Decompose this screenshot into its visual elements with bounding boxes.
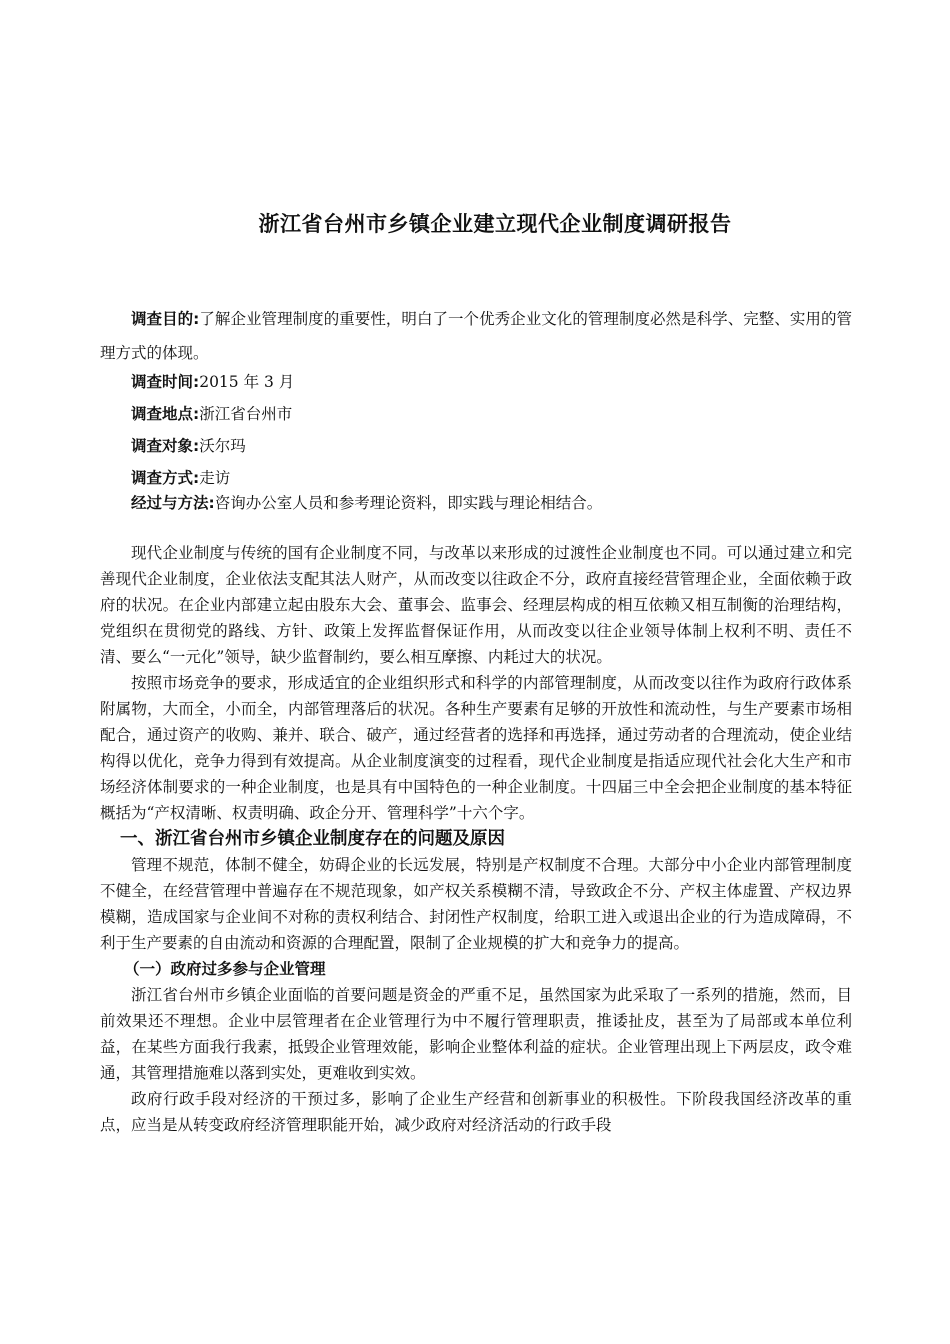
meta-place xyxy=(100,398,852,430)
meta-purpose xyxy=(100,302,852,370)
object-value: 沃尔玛 xyxy=(199,437,246,455)
purpose-label: 调查目的: xyxy=(131,310,200,328)
method-value: 走访 xyxy=(199,469,231,487)
paragraph-intro-1: 现代企业制度与传统的国有企业制度不同，与改革以来形成的过渡性企业制度也不同。可以通过建立和完善现代企业制度，企业依法支配其法人财产，从而改变以往政企不分，政府直接经营管理企业，全面依赖于政府的状况。在企业内部建立起由股东大会、董事会、监事会、经理层构成的相互依赖又相互制衡的治理结构，党组织在贯彻党的路线、方针、政策上发挥监督保证作用，从而改变以往企业领导体制上权利不明、责任不清、要么“一元化”领导，缺少监督制约，要么相互摩擦、内耗过大的状况。 xyxy=(100,544,852,666)
meta-object xyxy=(100,430,852,462)
time-label: 调查时间: xyxy=(131,373,200,391)
object-label: 调查对象: xyxy=(131,437,200,455)
meta-time xyxy=(100,366,852,398)
subsection-heading-1: （一）政府过多参与企业管理 xyxy=(124,960,326,978)
process-value: 咨询办公室人员和参考理论资料，即实践与理论相结合。 xyxy=(214,494,603,512)
time-value: 2015 年 3 月 xyxy=(199,373,295,391)
paragraph-section-1: 管理不规范，体制不健全，妨碍企业的长远发展，特别是产权制度不合理。大部分中小企业内部管理制度不健全，在经营管理中普遍存在不规范现象，如产权关系模糊不清，导致政企不分、产权主体虚置、产权边界模糊，造成国家与企业间不对称的责权利结合、封闭性产权制度，给职工进入或退出企业的行为造成障碍，不利于生产要素的自由流动和资源的合理配置，限制了企业规模的扩大和竞争力的提高。 xyxy=(100,856,852,952)
process-label: 经过与方法: xyxy=(131,494,215,512)
purpose-text: 了解企业管理制度的重要性，明白了一个优秀企业文化的管理制度必然是科学、完整、实用的管理方式的体现。 xyxy=(100,310,852,362)
meta-process xyxy=(100,488,852,518)
paragraph-subsection-2: 政府行政手段对经济的干预过多，影响了企业生产经营和创新事业的积极性。下阶段我国经济改革的重点，应当是从转变政府经济管理职能开始，减少政府对经济活动的行政手段 xyxy=(100,1090,852,1134)
report-title: 浙江省台州市乡镇企业建立现代企业制度调研报告 xyxy=(258,212,732,236)
paragraph-subsection-1: 浙江省台州市乡镇企业面临的首要问题是资金的严重不足，虽然国家为此采取了一系列的措施，然而，目前效果还不理想。企业中层管理者在企业管理行为中不履行管理职责，推诿扯皮，甚至为了局部或本单位利益，在某些方面我行我素，抵毁企业管理效能，影响企业整体利益的症状。企业管理出现上下两层皮，政令难通，其管理措施难以落到实处，更难收到实效。 xyxy=(100,986,852,1082)
paragraph-intro-2: 按照市场竞争的要求，形成适宜的企业组织形式和科学的内部管理制度，从而改变以往作为政府行政体系附属物，大而全，小而全，内部管理落后的状况。各种生产要素有足够的开放性和流动性，与生产要素市场相配合，通过资产的收购、兼并、联合、破产，通过经营者的选择和再选择，通过劳动者的合理流动，使企业结构得以优化，竞争力得到有效提高。从企业制度演变的过程看，现代企业制度是指适应现代社会化大生产和市场经济体制要求的一种企业制度，也是具有中国特色的一种企业制度。十四届三中全会把企业制度的基本特征概括为“产权清晰、权责明确、政企分开、管理科学”十六个字。 xyxy=(100,674,852,822)
section-heading-1: 一、浙江省台州市乡镇企业制度存在的问题及原因 xyxy=(120,829,505,849)
place-value: 浙江省台州市 xyxy=(199,405,293,423)
report-body xyxy=(100,540,852,1138)
place-label: 调查地点: xyxy=(131,405,200,423)
method-label: 调查方式: xyxy=(131,469,200,487)
